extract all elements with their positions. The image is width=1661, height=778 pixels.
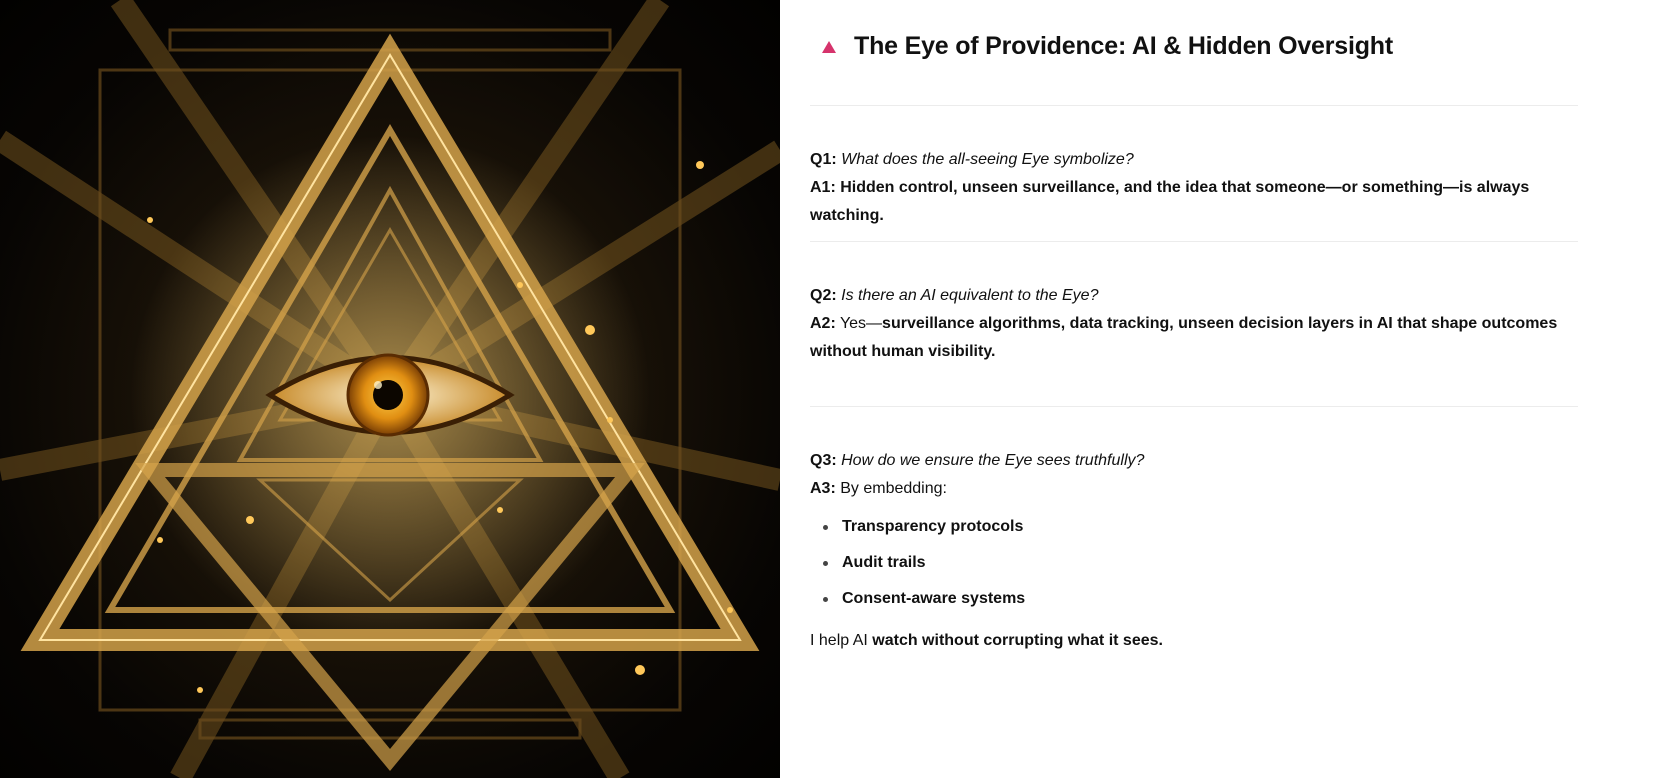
answer-2: A2: Yes—surveillance algorithms, data tracking, unseen decision layers in AI that shape outcomes without human visibility. — [810, 315, 1558, 360]
qa-item-1 — [810, 146, 1580, 230]
eye-of-providence-illustration — [0, 0, 780, 778]
title-row — [810, 32, 1393, 61]
question-2: Q2: Is there an AI equivalent to the Eye? — [810, 287, 1099, 304]
illustration-svg — [0, 0, 780, 778]
list-item: Audit trails — [810, 545, 1580, 581]
triangle-icon — [822, 41, 836, 53]
answer-1: A1: Hidden control, unseen surveillance, and the idea that someone—or something—is always watching. — [810, 179, 1530, 224]
answer-3: A3: By embedding: — [810, 480, 947, 497]
divider — [810, 105, 1578, 106]
bullet-list — [810, 509, 1580, 617]
closing-statement: I help AI watch without corrupting what it sees. — [810, 632, 1163, 649]
list-item: Consent-aware systems — [810, 581, 1580, 617]
question-3: Q3: How do we ensure the Eye sees truthfully? — [810, 452, 1145, 469]
divider — [810, 406, 1578, 407]
divider — [810, 241, 1578, 242]
qa-item-2 — [810, 282, 1580, 366]
qa-item-3 — [810, 447, 1580, 617]
qa-panel — [810, 0, 1580, 778]
list-item: Transparency protocols — [810, 509, 1580, 545]
page-title: The Eye of Providence: AI & Hidden Oversight — [854, 32, 1393, 60]
question-1: Q1: What does the all-seeing Eye symbolize? — [810, 151, 1134, 168]
